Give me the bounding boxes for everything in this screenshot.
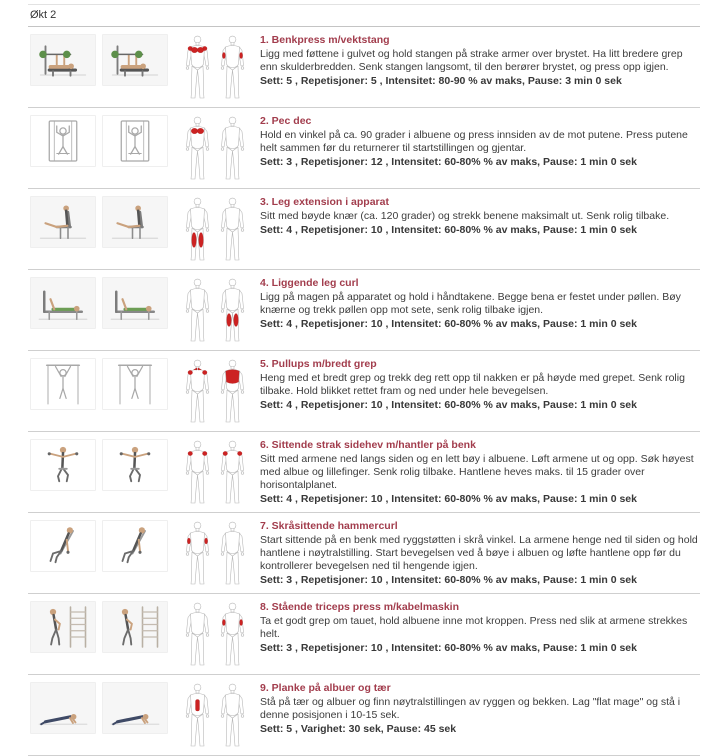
exercise-photos	[30, 520, 172, 572]
exercise-pictogram-icon	[31, 359, 95, 409]
exercise-photo-end-position	[102, 520, 168, 572]
exercise-description: Hold en vinkel på ca. 90 grader i albuene og press innsiden av de mot putene. Press putene helt sammen før du returnerer til startstillingen og gjentar.	[260, 129, 688, 154]
exercise-text	[260, 601, 700, 655]
muscle-diagram	[182, 440, 250, 506]
exercise-pictogram-icon	[103, 521, 167, 571]
exercise-title: 1. Benkpress m/vektstang	[260, 34, 390, 46]
exercise-photos	[30, 439, 172, 491]
page-title: Økt 2	[30, 9, 57, 21]
exercise-text	[260, 277, 700, 331]
exercise-photo-end-position	[102, 277, 168, 329]
exercise-description: Heng med et bredt grep og trekk deg rett opp til nakken er på høyde med grepet. Senk rolig tilbake. Hold blikket rettet fram og ned under hele bevegelsen.	[260, 372, 685, 397]
exercise-title: 4. Liggende leg curl	[260, 277, 359, 289]
exercise-pictogram-icon	[31, 683, 95, 733]
exercise-photos	[30, 601, 172, 653]
muscle-diagram-front-icon	[182, 35, 213, 101]
exercise-title: 9. Planke på albuer og tær	[260, 682, 391, 694]
exercise-stats: Sett: 3 , Repetisjoner: 10 , Intensitet: 60-80% % av maks, Pause: 1 min 0 sek	[260, 642, 637, 654]
exercise-stats: Sett: 4 , Repetisjoner: 10 , Intensitet: 60-80% % av maks, Pause: 1 min 0 sek	[260, 318, 637, 330]
exercise-stats: Sett: 4 , Repetisjoner: 10 , Intensitet: 60-80% % av maks, Pause: 1 min 0 sek	[260, 399, 637, 411]
exercise-title: 5. Pullups m/bredt grep	[260, 358, 377, 370]
exercise-photo-end-position	[102, 115, 168, 167]
muscle-diagram-front-icon	[182, 521, 213, 587]
muscle-diagram	[182, 116, 250, 182]
exercise-text	[260, 439, 700, 506]
exercise-photos	[30, 358, 172, 410]
exercise-row	[28, 351, 700, 432]
exercise-pictogram-icon	[103, 278, 167, 328]
exercise-photo-end-position	[102, 601, 168, 653]
exercise-pictogram-icon	[31, 197, 95, 247]
muscle-diagram	[182, 359, 250, 425]
muscle-diagram-back-icon	[217, 35, 248, 101]
muscle-diagram-back-icon	[217, 197, 248, 263]
exercise-description: Sitt med bøyde knær (ca. 120 grader) og strekk benene maksimalt ut. Senk rolig tilbake.	[260, 210, 670, 222]
exercise-row	[28, 513, 700, 594]
exercise-pictogram-icon	[31, 602, 95, 652]
exercise-title: 3. Leg extension i apparat	[260, 196, 389, 208]
exercise-photos	[30, 196, 172, 248]
exercise-text	[260, 34, 700, 88]
exercise-list	[28, 27, 700, 756]
muscle-diagram-front-icon	[182, 116, 213, 182]
exercise-photos	[30, 115, 172, 167]
muscle-diagram-back-icon	[217, 602, 248, 668]
exercise-pictogram-icon	[31, 521, 95, 571]
exercise-photo-end-position	[102, 439, 168, 491]
muscle-diagram-front-icon	[182, 359, 213, 425]
exercise-title: 2. Pec dec	[260, 115, 312, 127]
muscle-diagram-back-icon	[217, 521, 248, 587]
exercise-row	[28, 432, 700, 513]
muscle-diagram-back-icon	[217, 440, 248, 506]
exercise-description: Sitt med armene ned langs siden og en lett bøy i albuene. Løft armene ut og opp. Søk høyest med albue og lillefinger. Senk rolig tilbake. Hantlene heves maks. til 15 grader over horisontalplanet.	[260, 453, 694, 491]
exercise-description: Ta et godt grep om tauet, hold albuene inne mot kroppen. Press ned slik at armene strekkes helt.	[260, 615, 688, 640]
exercise-pictogram-icon	[103, 440, 167, 490]
exercise-stats: Sett: 4 , Repetisjoner: 10 , Intensitet: 60-80% % av maks, Pause: 1 min 0 sek	[260, 493, 637, 505]
session-header	[28, 4, 700, 27]
exercise-text	[260, 520, 700, 587]
exercise-photos	[30, 277, 172, 329]
exercise-description: Ligg på magen på apparatet og hold i håndtakene. Begge bena er festet under pøllen. Bøy knærne og trekk pøllen opp mot sete, senk rolig tilbake igjen.	[260, 291, 681, 316]
exercise-row	[28, 594, 700, 675]
muscle-diagram	[182, 521, 250, 587]
exercise-pictogram-icon	[103, 35, 167, 85]
exercise-title: 7. Skråsittende hammercurl	[260, 520, 398, 532]
exercise-row	[28, 270, 700, 351]
muscle-diagram	[182, 35, 250, 101]
muscle-diagram	[182, 278, 250, 344]
exercise-photo-start-position	[30, 439, 96, 491]
exercise-row	[28, 108, 700, 189]
exercise-photo-start-position	[30, 115, 96, 167]
muscle-diagram-back-icon	[217, 116, 248, 182]
muscle-diagram	[182, 602, 250, 668]
exercise-stats: Sett: 4 , Repetisjoner: 10 , Intensitet: 60-80% % av maks, Pause: 1 min 0 sek	[260, 224, 637, 236]
exercise-photos	[30, 682, 172, 734]
exercise-pictogram-icon	[103, 116, 167, 166]
exercise-pictogram-icon	[103, 359, 167, 409]
exercise-stats: Sett: 3 , Repetisjoner: 10 , Intensitet: 60-80% % av maks, Pause: 1 min 0 sek	[260, 574, 637, 586]
exercise-photo-start-position	[30, 601, 96, 653]
muscle-diagram-back-icon	[217, 683, 248, 749]
exercise-photo-start-position	[30, 277, 96, 329]
exercise-photo-start-position	[30, 196, 96, 248]
exercise-pictogram-icon	[31, 116, 95, 166]
exercise-title: 6. Sittende strak sidehev m/hantler på benk	[260, 439, 476, 451]
muscle-diagram-front-icon	[182, 278, 213, 344]
exercise-photo-end-position	[102, 682, 168, 734]
muscle-diagram-back-icon	[217, 278, 248, 344]
exercise-photo-start-position	[30, 34, 96, 86]
muscle-diagram	[182, 197, 250, 263]
exercise-pictogram-icon	[103, 683, 167, 733]
exercise-stats: Sett: 5 , Varighet: 30 sek, Pause: 45 sek	[260, 723, 457, 735]
exercise-stats: Sett: 3 , Repetisjoner: 12 , Intensitet: 60-80% % av maks, Pause: 1 min 0 sek	[260, 156, 637, 168]
exercise-pictogram-icon	[103, 602, 167, 652]
exercise-photos	[30, 34, 172, 86]
exercise-description: Ligg med føttene i gulvet og hold stangen på strake armer over brystet. Ha litt bredere grep enn skulderbredden. Senk stangen langsomt, til den berører brystet, og press opp igjen.	[260, 48, 683, 73]
muscle-diagram	[182, 683, 250, 749]
muscle-diagram-front-icon	[182, 602, 213, 668]
exercise-pictogram-icon	[103, 197, 167, 247]
muscle-diagram-front-icon	[182, 440, 213, 506]
exercise-row	[28, 189, 700, 270]
muscle-diagram-front-icon	[182, 683, 213, 749]
exercise-pictogram-icon	[31, 440, 95, 490]
exercise-pictogram-icon	[31, 35, 95, 85]
exercise-stats: Sett: 5 , Repetisjoner: 5 , Intensitet: 80-90 % av maks, Pause: 3 min 0 sek	[260, 75, 622, 87]
exercise-text	[260, 115, 700, 169]
exercise-pictogram-icon	[31, 278, 95, 328]
exercise-text	[260, 196, 700, 237]
exercise-photo-start-position	[30, 682, 96, 734]
muscle-diagram-back-icon	[217, 359, 248, 425]
exercise-row	[28, 675, 700, 756]
exercise-row	[28, 27, 700, 108]
exercise-photo-end-position	[102, 34, 168, 86]
exercise-description: Start sittende på en benk med ryggstøtten i skrå vinkel. La armene henge ned til siden og hold hantlene i nøytralstilling. Start bevegelsen ved å bøye i albuen og løfte hantlene opp før du kontrollerer bevegelsen ned til hengende igjen.	[260, 534, 698, 572]
exercise-title: 8. Stående triceps press m/kabelmaskin	[260, 601, 460, 613]
exercise-photo-end-position	[102, 358, 168, 410]
exercise-photo-start-position	[30, 520, 96, 572]
exercise-photo-end-position	[102, 196, 168, 248]
muscle-diagram-front-icon	[182, 197, 213, 263]
exercise-text	[260, 682, 700, 736]
exercise-description: Stå på tær og albuer og finn nøytralstillingen av ryggen og bekken. Lag "flat mage" og stå i denne posisjonen i 10-15 sek.	[260, 696, 681, 721]
exercise-photo-start-position	[30, 358, 96, 410]
exercise-text	[260, 358, 700, 412]
